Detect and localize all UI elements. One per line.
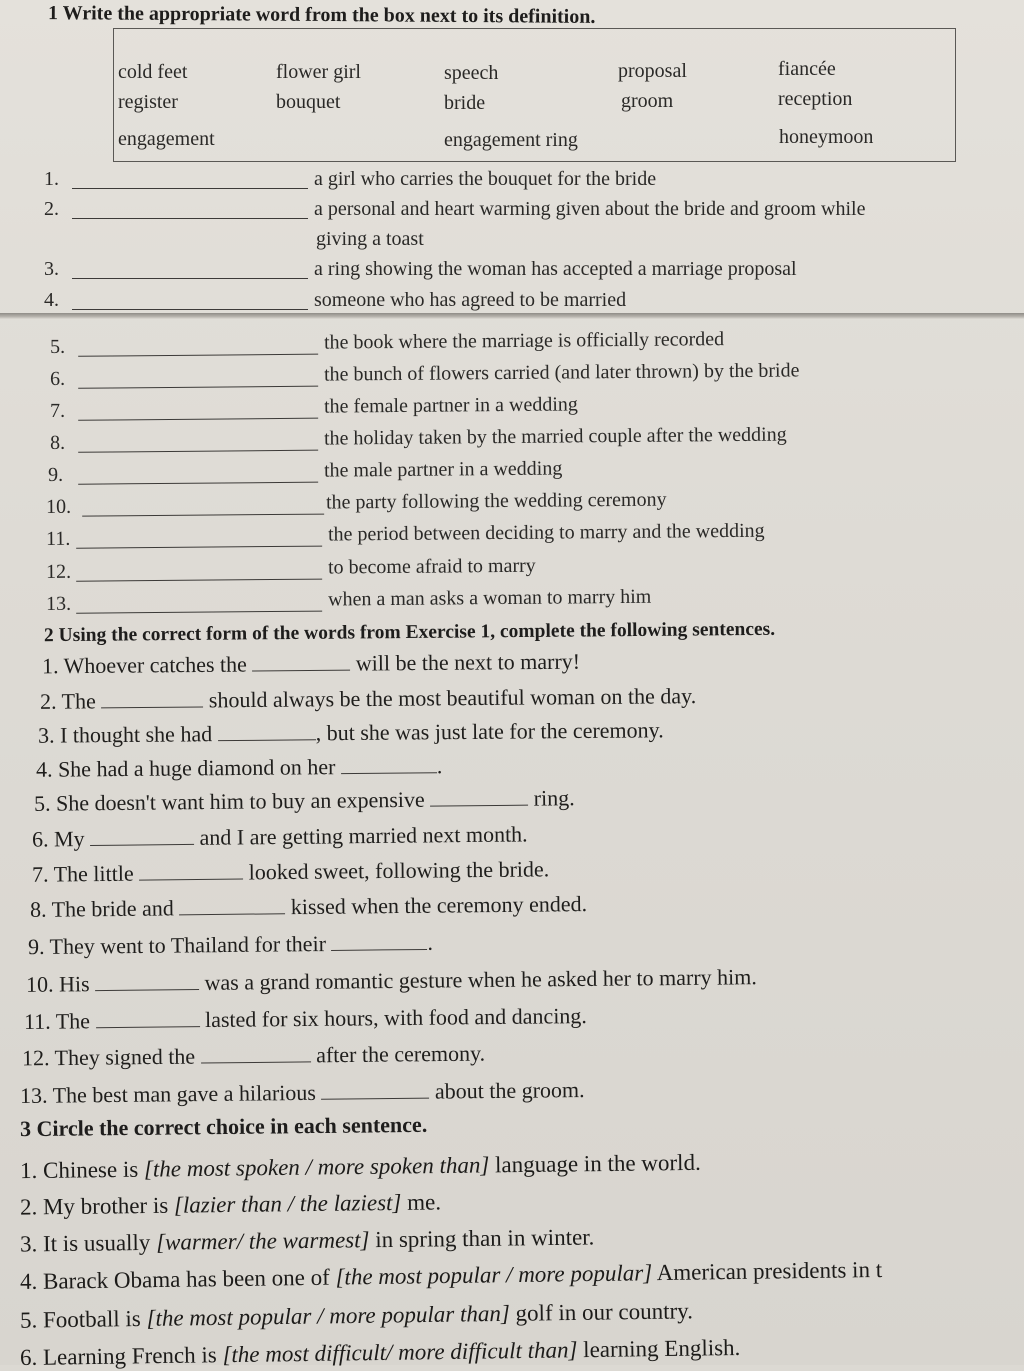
ex2-sentence-3	[38, 717, 664, 748]
answer-blank[interactable]	[76, 579, 322, 582]
word-engagement-ring: engagement ring	[444, 129, 578, 151]
ex2-sentence-7	[32, 856, 549, 887]
word-groom: groom	[621, 90, 674, 112]
answer-blank[interactable]	[78, 386, 318, 389]
choice-options[interactable]: [the most popular / more popular than]	[146, 1300, 510, 1331]
sentence-end: language in the world.	[489, 1149, 701, 1178]
word-box	[113, 28, 956, 162]
item-number: 8.	[50, 431, 66, 454]
exercise-2-heading: 2 Using the correct form of the words from Exercise 1, complete the following sentences.	[43, 618, 776, 647]
item-number: 7.	[50, 399, 66, 422]
word-cold-feet: cold feet	[118, 61, 188, 83]
answer-blank[interactable]	[72, 218, 308, 219]
answer-blank[interactable]	[72, 309, 308, 310]
word-fiancee: fiancée	[778, 58, 836, 80]
sentence-end: me.	[401, 1189, 442, 1215]
sentence-end: learning English.	[577, 1334, 741, 1363]
sentence-start: 6. Learning French is	[19, 1342, 223, 1371]
sentence-start: 3. It is usually	[19, 1229, 157, 1257]
word-speech: speech	[444, 62, 499, 84]
ex2-sentence-12	[22, 1041, 485, 1072]
item-number: 10.	[46, 495, 72, 518]
word-proposal: proposal	[618, 60, 687, 82]
sentence-end: , but she was just late for the ceremony.	[315, 717, 664, 746]
word-engagement: engagement	[118, 128, 215, 150]
ex2-sentence-11	[24, 1003, 587, 1035]
sentence-end: .	[427, 929, 434, 955]
sentence-end: looked sweet, following the bride.	[248, 856, 550, 885]
answer-blank[interactable]	[331, 931, 427, 951]
item-number: 5.	[50, 335, 66, 358]
choice-options[interactable]: [the most difficult/ more difficult than]	[222, 1337, 578, 1368]
definition: to become afraid to marry	[327, 554, 536, 579]
sentence-start: 12. They signed the	[21, 1043, 196, 1071]
ex2-sentence-10	[26, 964, 757, 998]
item-number: 13.	[46, 592, 72, 615]
answer-blank[interactable]	[76, 611, 322, 614]
definition: the book where the marriage is officially recorded	[323, 328, 725, 354]
sentence-start: 11. The	[23, 1008, 91, 1034]
answer-blank[interactable]	[78, 450, 318, 453]
definition-continued: giving a toast	[316, 228, 424, 250]
item-number: 11.	[46, 527, 71, 550]
choice-options[interactable]: [lazier than / the laziest]	[173, 1189, 402, 1218]
ex2-sentence-4	[36, 753, 443, 783]
definition: a personal and heart warming given about the bride and groom while	[314, 198, 866, 220]
sentence-end: will be the next to marry!	[355, 648, 581, 676]
choice-options[interactable]: [the most spoken / more spoken than]	[143, 1152, 490, 1182]
definition: the bunch of flowers carried (and later thrown) by the bride	[323, 359, 800, 386]
definition: the female partner in a wedding	[323, 393, 578, 418]
definition: the holiday taken by the married couple after the wedding	[323, 423, 787, 450]
ex3-sentence-4	[20, 1257, 882, 1295]
ex2-sentence-13	[20, 1077, 585, 1109]
sentence-end: ring.	[533, 785, 575, 811]
definition: the male partner in a wedding	[323, 457, 563, 482]
answer-blank[interactable]	[341, 754, 437, 774]
ex2-sentence-5	[34, 785, 575, 817]
sentence-end: kissed when the ceremony ended.	[290, 891, 588, 920]
sentence-start: 2. The	[39, 688, 96, 714]
sentence-start: 7. The little	[31, 860, 134, 887]
definition: a ring showing the woman has accepted a marriage proposal	[314, 258, 797, 280]
word-honeymoon: honeymoon	[779, 126, 874, 148]
definition: when a man asks a woman to marry him	[327, 585, 652, 611]
answer-blank[interactable]	[82, 514, 324, 517]
answer-blank[interactable]	[95, 971, 199, 991]
sentence-end: should always be the most beautiful woman on the day.	[208, 683, 697, 713]
ex3-sentence-3	[20, 1224, 595, 1257]
answer-blank[interactable]	[78, 418, 318, 421]
sentence-end: in spring than in winter.	[369, 1224, 595, 1253]
answer-blank[interactable]	[76, 546, 322, 549]
sentence-start: 3. I thought she had	[37, 721, 213, 748]
answer-blank[interactable]	[101, 688, 203, 708]
sentence-end: was a grand romantic gesture when he asked her to marry him.	[204, 964, 757, 995]
answer-blank[interactable]	[201, 1043, 311, 1063]
sentence-start: 4. Barack Obama has been one of	[19, 1264, 336, 1295]
sentence-end: after the ceremony.	[315, 1040, 486, 1068]
answer-blank[interactable]	[321, 1080, 429, 1100]
ex3-sentence-5	[20, 1298, 693, 1333]
answer-blank[interactable]	[72, 278, 308, 279]
ex3-sentence-1	[20, 1150, 701, 1184]
sentence-end: about the groom.	[434, 1077, 585, 1104]
word-bride: bride	[444, 92, 486, 114]
sentence-start: 1. Chinese is	[19, 1156, 145, 1184]
choice-options[interactable]: [the most popular / more popular]	[335, 1260, 653, 1290]
answer-blank[interactable]	[430, 787, 528, 807]
ex3-sentence-2	[20, 1189, 441, 1220]
exercise-3-heading: 3 Circle the correct choice in each sentence.	[19, 1111, 428, 1142]
sentence-start: 5. She doesn't want him to buy an expensive	[33, 786, 425, 816]
ex2-sentence-1	[42, 649, 580, 680]
sentence-start: 8. The bride and	[29, 895, 174, 922]
definition: the period between deciding to marry and the wedding	[327, 519, 765, 546]
ex2-sentence-9	[28, 930, 433, 960]
sentence-start: 1. Whoever catches the	[41, 651, 247, 679]
answer-blank[interactable]	[218, 721, 316, 741]
ex3-sentence-6	[20, 1335, 741, 1371]
definition: the party following the wedding ceremony	[325, 488, 667, 514]
item-number: 1.	[44, 168, 59, 190]
word-flower-girl: flower girl	[276, 61, 361, 83]
answer-blank[interactable]	[90, 826, 194, 846]
sentence-end: lasted for six hours, with food and dancing.	[204, 1003, 587, 1033]
definition: someone who has agreed to be married	[314, 289, 627, 311]
definition: a girl who carries the bouquet for the bride	[314, 168, 657, 190]
answer-blank[interactable]	[252, 652, 350, 672]
sentence-start: 4. She had a huge diamond on her	[35, 754, 336, 782]
exercise-1-heading: 1 Write the appropriate word from the box next to its definition.	[47, 2, 596, 28]
ex2-sentence-6	[32, 821, 528, 852]
sentence-start: 6. My	[31, 826, 85, 852]
word-bouquet: bouquet	[276, 91, 341, 113]
ex2-sentence-2	[40, 683, 696, 715]
sentence-start: 2. My brother is	[19, 1192, 175, 1220]
ex2-sentence-8	[30, 891, 587, 923]
item-number: 12.	[46, 560, 72, 583]
choice-options[interactable]: [warmer/ the warmest]	[155, 1227, 370, 1255]
item-number: 4.	[44, 289, 59, 311]
sentence-start: 9. They went to Thailand for their	[27, 931, 327, 960]
sentence-start: 13. The best man gave a hilarious	[19, 1079, 317, 1108]
sentence-start: 5. Football is	[19, 1305, 147, 1333]
answer-blank[interactable]	[78, 354, 318, 357]
word-register: register	[118, 91, 178, 113]
answer-blank[interactable]	[95, 1008, 199, 1028]
sentence-end: American presidents in t	[652, 1256, 883, 1286]
sentence-end: and I are getting married next month.	[199, 821, 528, 850]
answer-blank[interactable]	[78, 482, 318, 485]
sentence-end: .	[436, 753, 443, 779]
item-number: 9.	[48, 463, 64, 486]
answer-blank[interactable]	[72, 188, 308, 189]
answer-blank[interactable]	[139, 860, 243, 880]
word-reception: reception	[778, 88, 853, 110]
sentence-end: golf in our country.	[509, 1298, 694, 1326]
page-fold	[0, 313, 1024, 319]
item-number: 6.	[50, 367, 66, 390]
item-number: 2.	[44, 198, 59, 220]
item-number: 3.	[44, 258, 59, 280]
sentence-start: 10. His	[25, 971, 90, 997]
answer-blank[interactable]	[179, 895, 285, 915]
